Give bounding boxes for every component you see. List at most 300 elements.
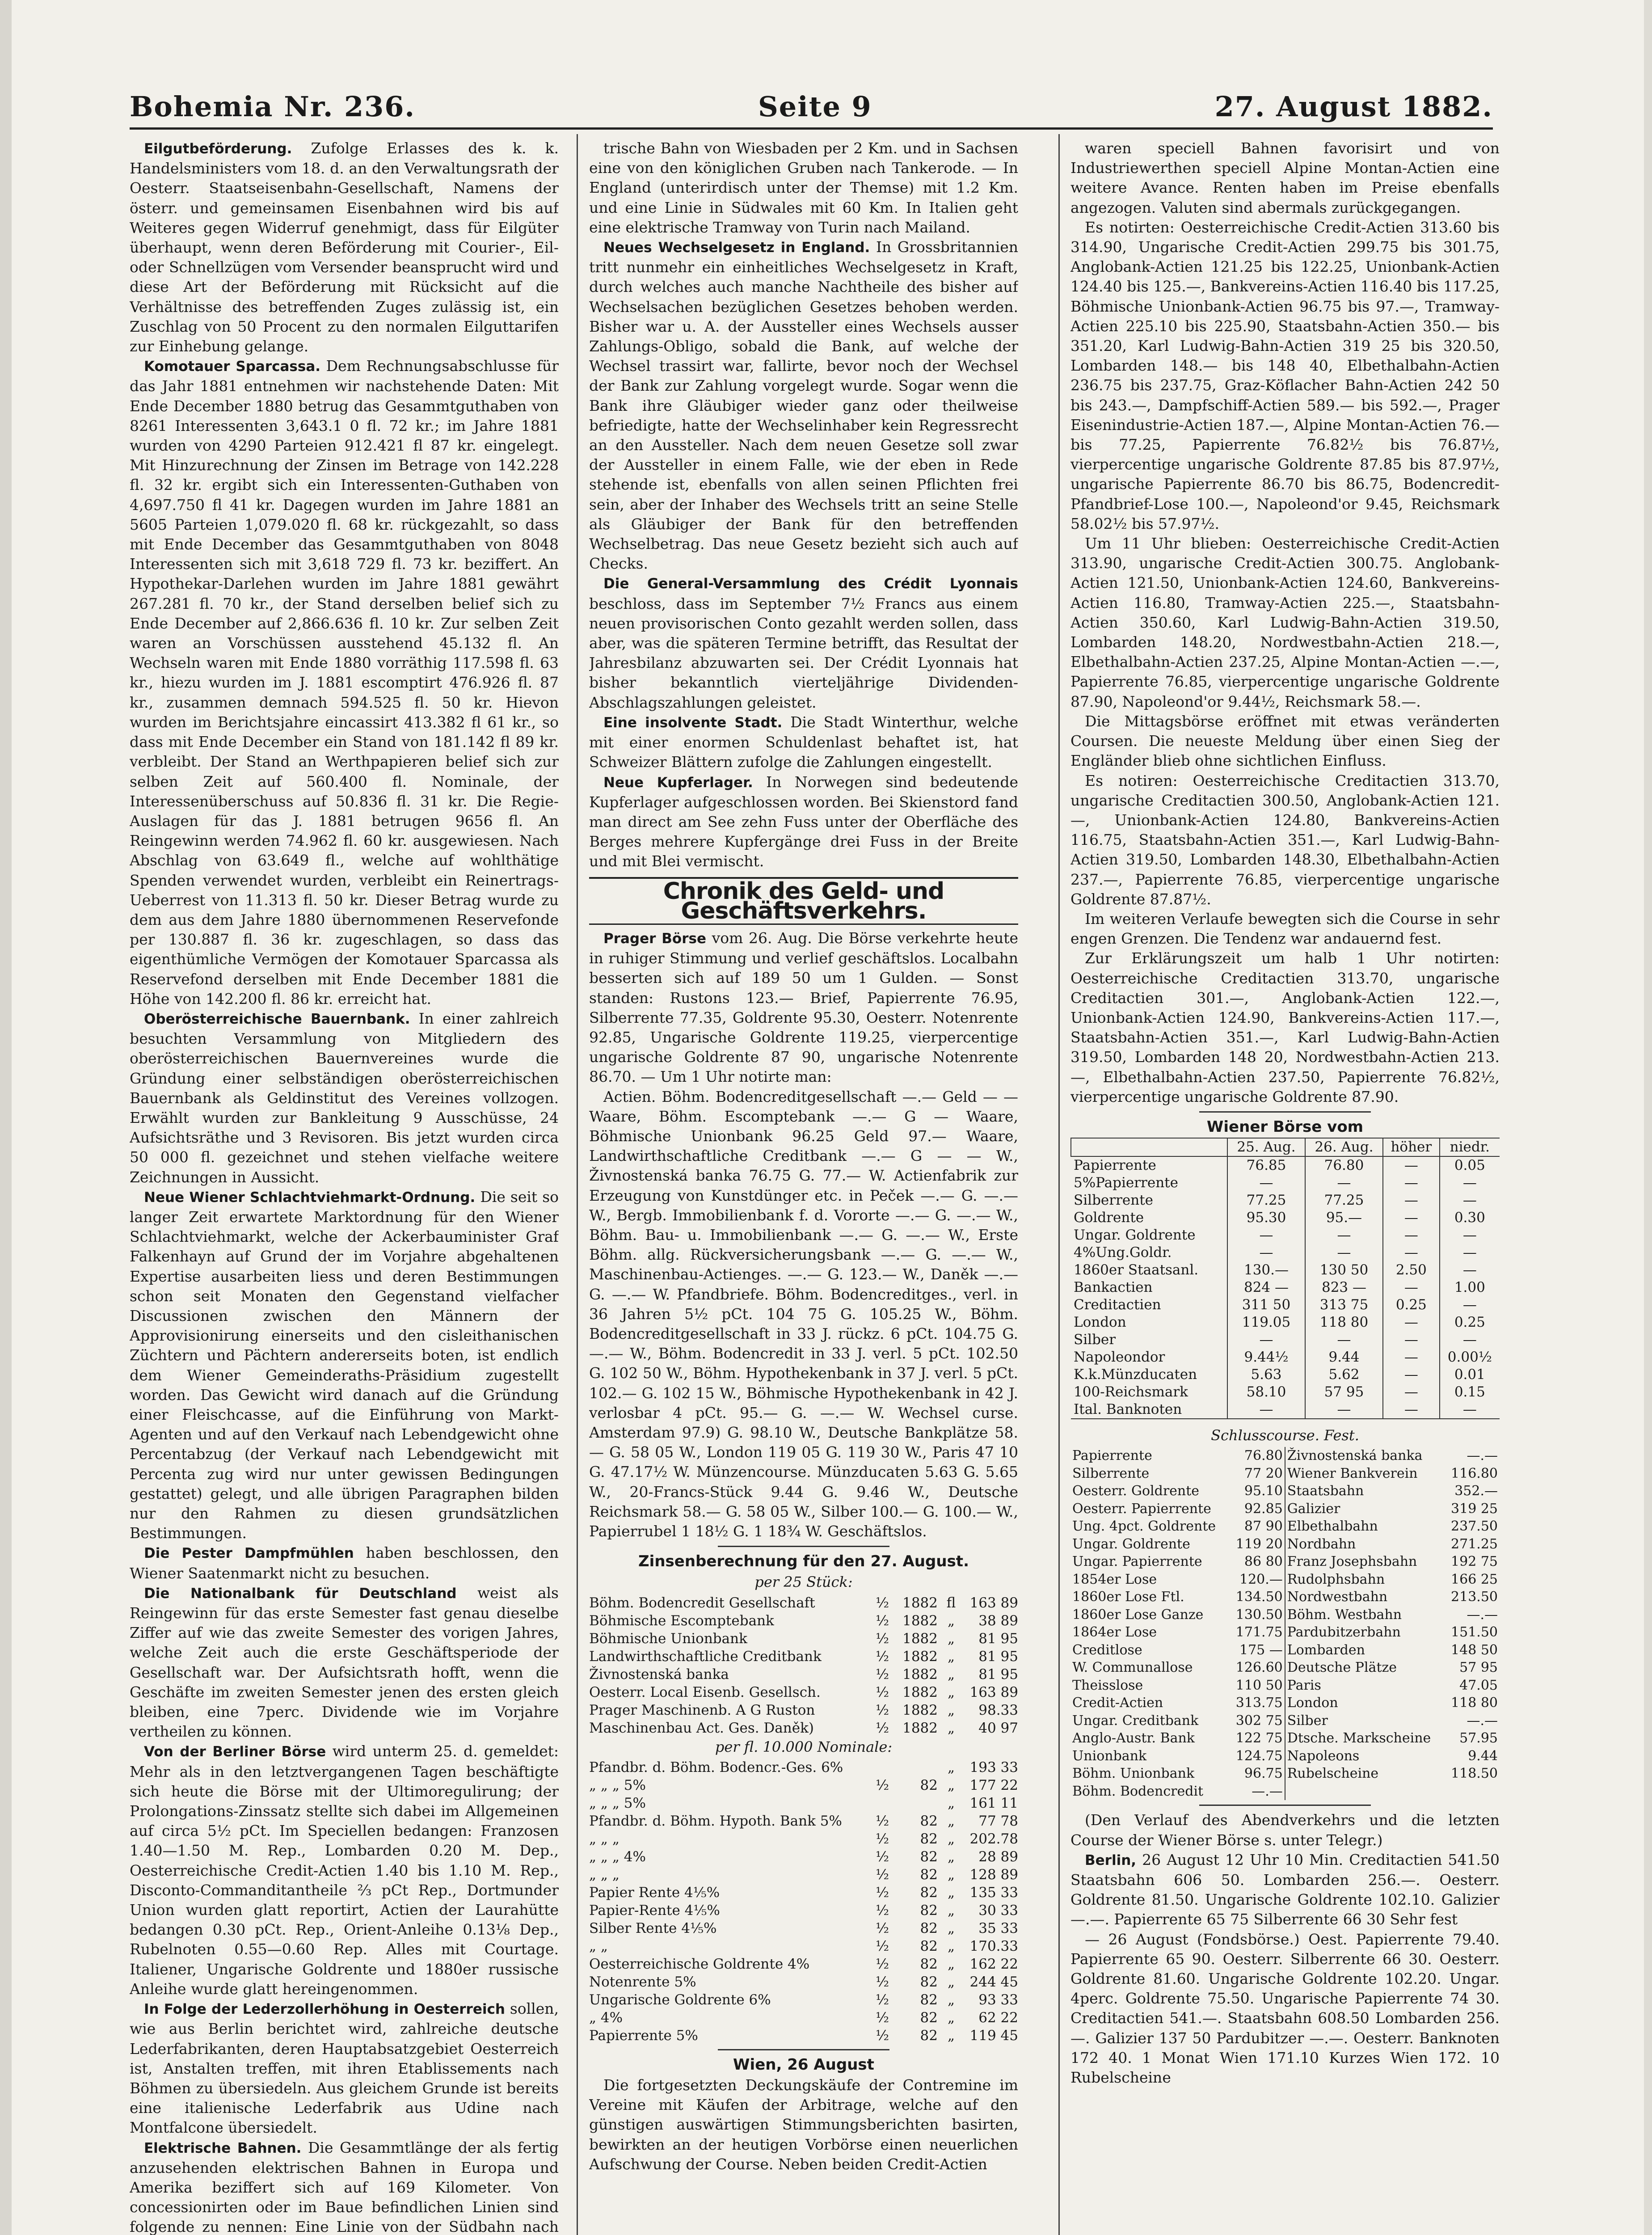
boerse-cell: 77.25 bbox=[1227, 1192, 1305, 1209]
schluss-cell: 122 75 bbox=[1230, 1729, 1285, 1747]
boerse-cell: 119.05 bbox=[1227, 1314, 1305, 1331]
zinsen-cell-name: „ „ „ 5% bbox=[589, 1777, 646, 1793]
boerse-cell: 823 — bbox=[1305, 1279, 1383, 1296]
boerse-row bbox=[1071, 1296, 1500, 1314]
article-text: In Norwegen sind bedeutende Kupferlager aufgeschlossen worden. Bei Skienstord fand man direct am See zehn Fuss unter der Oberfläche des Berges mehrere Kupfergänge drei Fuss in der Breite und mit Blei vermischt. bbox=[589, 773, 1018, 870]
schluss-cell: Böhm. Westbahn bbox=[1287, 1607, 1402, 1623]
zinsen-cell-cur: „ bbox=[947, 2027, 955, 2044]
article-paragraph bbox=[589, 928, 1018, 1087]
article-paragraph bbox=[130, 2138, 559, 2235]
article-text: Actien. Böhm. Bodencreditgesellschaft —.— Geld — — Waare, Böhm. Escomptebank —.— G — Waare, Böhmische Unionbank 96.25 Geld 97.— Waare, Landwirthschaftliche Creditbank —.— G — — W., Živnostenská banka 76.75 G. 77.— W. Actienfabrik zur Erzeugung von Kunstdünger etc. in Peček —.— G. —.— W., Bergb. Immobilienbank f. d. Vororte —.— G. —.— W., Böhm. Bau- u. Immobilienbank —.— G. —.— W., Erste Böhm. allg. Rückversicherungsbank —.— G. —.— W., Maschinenbau-Actienges. —.— G. 123.— W., Daněk —.— G. —.— W. Pfandbriefe. Böhm. Bodencreditges., verl. in 36 Jahren 5½ pCt. 104 75 G. 105.25 W., Böhm. Bodencreditgesellschaft in 33 J. rückz. 6 pCt. 104.75 G. —.— W., Böhm. Bodencredit in 33 J. verl. 5 pCt. 102.50 G. 102 50 W., Böhm. Hypothekenbank in 37 J. verl. 5 pCt. 102.— G. 102 15 W., Böhmische Hypothekenbank in 42 J. verlosbar 4 pCt. 95.— G. —.— W. Wechsel curse. Amsterdam 97.9) G. 98.10 W., Deutsche Bankplätze 58.— G. 58 05 W., London 119 05 G. 119 30 W., Paris 47 10 G. 47.17½ W. Münzencourse. Münzducaten 5.63 G. 5.65 W., 20-Francs-Stück 9.44 G. 9.46 W., Deutsche Reichsmark 58.— G. 58 05 W., Silber 100.— G. 100.— W., Papierrubel 1 18½ G. 1 18¾ W. Geschäftslos. bbox=[589, 1088, 1018, 1540]
boerse-cell: — bbox=[1383, 1192, 1440, 1209]
schluss-cell: Ung. 4pct. Goldrente bbox=[1072, 1518, 1216, 1535]
schluss-row bbox=[1070, 1765, 1500, 1783]
schluss-cell: Credit-Actien bbox=[1072, 1695, 1163, 1711]
article-heading: Neues Wechselgesetz in England. bbox=[603, 240, 870, 256]
zinsen-row bbox=[589, 1902, 1018, 1919]
zinsen-cell-cur: „ bbox=[947, 1938, 955, 1954]
article-paragraph bbox=[1070, 1930, 1500, 2088]
section-rule bbox=[718, 1546, 889, 1547]
zinsen-cell-name: „ 4% bbox=[589, 2009, 623, 2026]
zinsen-cell-cur: „ bbox=[947, 1974, 955, 1990]
zinsen-row bbox=[589, 2027, 1018, 2045]
zinsen-cell-val: 128 89 bbox=[969, 1866, 1018, 1883]
schluss-cell: 57.95 bbox=[1459, 1730, 1498, 1746]
zinsen-cell-year: 1882 bbox=[902, 1630, 938, 1647]
zinsen-cell-cur: „ bbox=[947, 1720, 955, 1736]
schluss-row bbox=[1070, 1571, 1500, 1589]
zinsen-cell-val: 81 95 bbox=[978, 1648, 1018, 1665]
zinsen-cell-val: 81 95 bbox=[978, 1666, 1018, 1683]
schluss-cell: 47.05 bbox=[1459, 1677, 1498, 1693]
boerse-cell: — bbox=[1305, 1331, 1383, 1349]
article-text: Es notirten: Oesterreichische Credit-Actien 313.60 bis 314.90, Ungarische Credit-Actien 299.75 bis 301.75, Anglobank-Actien 121.25 bis 122.25, Unionbank-Actien 124.40 bis 125.—, Bankvereins-Actien 116.40 bis 117.25, Böhmische Unionbank-Actien 96.75 bis 97.—, Tramway-Actien 225.10 bis 225.90, Staatsbahn-Actien 350.— bis 351.20, Karl Ludwig-Bahn-Actien 319 25 bis 320.50, Lombarden 148.— bis 148 40, Elbethalbahn-Actien 236.75 bis 237.75, Graz-Köflacher Bahn-Actien 242 50 bis 243.—, Dampfschiff-Actien 589.— bis 592.—, Prager Eisenindustrie-Actien 187.—, Alpine Montan-Actien 76.— bis 77.25, Papierrente 76.82½ bis 76.87½, vierpercentige ungarische Goldrente 87.85 bis 87.97½, ungarische Papierrente 86.70 bis 86.75, Bodencredit-Pfandbrief-Lose 100.—, Napoleond'or 9.45, Reichsmark 58.02½ bis 57.97½. bbox=[1070, 218, 1500, 532]
schluss-title: Schlusscourse. Fest. bbox=[1211, 1427, 1359, 1444]
boerse-header-row bbox=[1071, 1138, 1500, 1156]
zinsen-cell-frac: ½ bbox=[875, 1974, 889, 1990]
boerse-cell: 0.25 bbox=[1383, 1296, 1440, 1314]
article-paragraph bbox=[130, 1999, 559, 2138]
zinsen-row bbox=[589, 1955, 1018, 1973]
zinsen-cell-year: 82 bbox=[920, 1866, 938, 1883]
boerse-cell: 311 50 bbox=[1227, 1296, 1305, 1314]
zinsen-row bbox=[589, 1937, 1018, 1955]
boerse-cell: — bbox=[1383, 1174, 1440, 1192]
article-heading: In Folge der Lederzollerhöhung in Oesterreich bbox=[144, 2001, 505, 2018]
schluss-row bbox=[1070, 1518, 1500, 1535]
header-rule bbox=[130, 127, 1493, 130]
schluss-cell: 110 50 bbox=[1230, 1677, 1285, 1695]
boerse-cell: Ital. Banknoten bbox=[1071, 1401, 1227, 1419]
boerse-row bbox=[1071, 1209, 1500, 1227]
zinsen-cell-year: 1882 bbox=[902, 1720, 938, 1736]
boerse-cell: Silberrente bbox=[1074, 1192, 1154, 1209]
article-heading: Komotauer Sparcassa. bbox=[144, 358, 321, 375]
zinsen-cell-name: Papierrente 5% bbox=[589, 2027, 698, 2044]
schluss-cell: Dtsche. Markscheine bbox=[1287, 1730, 1431, 1746]
boerse-cell: — bbox=[1440, 1401, 1500, 1419]
zinsen-cell-frac: ½ bbox=[875, 1777, 889, 1793]
zinsen-cell-cur: „ bbox=[947, 1648, 955, 1665]
schluss-cell: Ungar. Creditbank bbox=[1072, 1712, 1199, 1729]
boerse-cell: — bbox=[1440, 1244, 1500, 1261]
article-heading: Prager Börse bbox=[603, 930, 706, 947]
zinsen-cell-cur: „ bbox=[947, 1991, 955, 2008]
zinsen-cell-cur: „ bbox=[947, 1884, 955, 1901]
article-text: beschloss, dass im September 7½ Francs aus einem neuen provisorischen Conto gezahlt werden sollen, dass aber, was die späteren Termine betrifft, das Resultat der Jahresbilanz abzuwarten sei. Der Crédit Lyonnais hat bisher bekanntlich vierteljährige Dividenden-Abschlagszahlungen geleistet. bbox=[589, 595, 1018, 711]
boerse-row bbox=[1071, 1383, 1500, 1401]
schluss-cell: Deutsche Plätze bbox=[1287, 1660, 1397, 1676]
header-publication: Bohemia Nr. 236. bbox=[130, 90, 416, 123]
zinsen-cell-cur: „ bbox=[947, 1612, 955, 1629]
article-text: 26 August 12 Uhr 10 Min. Creditactien 541.50 Staatsbahn 606 50. Lombarden 256.—. Oesterr. Goldrente 81.50. Ungarische Goldrente 102.10. Galizier —.—. Papierrente 65 75 Silberrente 66 30 Sehr fest bbox=[1070, 1851, 1500, 1928]
zinsen-cell-frac: ½ bbox=[875, 1666, 889, 1683]
boerse-cell: 77.25 bbox=[1305, 1192, 1383, 1209]
article-heading: Eine insolvente Stadt. bbox=[603, 714, 783, 731]
zinsen-note-1: per 25 Stück: bbox=[754, 1573, 853, 1591]
schluss-cell: Unionbank bbox=[1072, 1748, 1147, 1764]
article-text: trische Bahn von Wiesbaden per 2 Km. und in Sachsen eine von den königlichen Gruben nach Tankerode. — In England (unterirdisch unter der Themse) mit 1.2 Km. und eine Linie in Südwales mit 60 Km. In Italien geht eine elektrische Tramway von Turin nach Mailand. bbox=[589, 139, 1018, 236]
article-text: (Den Verlauf des Abendverkehrs und die letzten Course der Wiener Börse s. unter Telegr.) bbox=[1070, 1811, 1500, 1849]
article-paragraph bbox=[589, 772, 1018, 872]
boerse-cell: 1860er Staatsanl. bbox=[1074, 1262, 1199, 1278]
schluss-row bbox=[1070, 1482, 1500, 1500]
article-heading: Elektrische Bahnen. bbox=[144, 2140, 302, 2156]
zinsen-cell-frac: ½ bbox=[875, 1702, 889, 1718]
article-text: Die Mittagsbörse eröffnet mit etwas veränderten Coursen. Die neueste Meldung über einen Sieg der Engländer blieb ohne sichtlichen Einfluss. bbox=[1070, 712, 1500, 770]
chronik-articles bbox=[589, 928, 1018, 1541]
zinsen-row bbox=[589, 1830, 1018, 1848]
zinsen-cell-val: 81 95 bbox=[978, 1630, 1018, 1647]
boerse-cell: 95.— bbox=[1305, 1209, 1383, 1227]
zinsen-cell-frac: ½ bbox=[875, 1684, 889, 1700]
zinsen-table-1 bbox=[589, 1594, 1018, 1737]
zinsen-cell-name: Notenrente 5% bbox=[589, 1974, 696, 1990]
schluss-cell: Theisslose bbox=[1072, 1677, 1143, 1693]
zinsen-cell-val: 93 33 bbox=[978, 1991, 1018, 2008]
boerse-cell: 57 95 bbox=[1305, 1383, 1383, 1401]
boerse-cell: — bbox=[1383, 1244, 1440, 1261]
zinsen-cell-name: Papier-Rente 4⅕% bbox=[589, 1902, 720, 1919]
zinsen-cell-cur: „ bbox=[947, 1795, 955, 1811]
zinsen-cell-val: 62 22 bbox=[978, 2009, 1018, 2026]
boerse-cell: 0.30 bbox=[1440, 1209, 1500, 1227]
schluss-cell: Živnostenská banka bbox=[1287, 1448, 1423, 1464]
boerse-cell: — bbox=[1440, 1296, 1500, 1314]
column-1 bbox=[130, 139, 559, 2235]
zinsen-cell-cur: „ bbox=[947, 1702, 955, 1718]
boerse-row bbox=[1071, 1227, 1500, 1244]
boerse-header-cell: höher bbox=[1383, 1138, 1440, 1156]
zinsen-cell-frac: ½ bbox=[875, 1866, 889, 1883]
boerse-cell: 1.00 bbox=[1440, 1279, 1500, 1296]
boerse-row bbox=[1071, 1366, 1500, 1383]
zinsen-cell-year: 82 bbox=[920, 2027, 938, 2044]
schluss-row bbox=[1070, 1447, 1500, 1465]
schluss-cell: Böhm. Unionbank bbox=[1072, 1766, 1195, 1782]
zinsen-cell-year: 82 bbox=[920, 1848, 938, 1865]
schluss-cell: 92.85 bbox=[1230, 1500, 1285, 1518]
zinsen-cell-name: Böhmische Escomptebank bbox=[589, 1612, 774, 1629]
header-page-number: Seite 9 bbox=[758, 90, 872, 123]
zinsen-cell-name: Böhm. Bodencredit Gesellschaft bbox=[589, 1594, 815, 1611]
zinsen-cell-val: 162 22 bbox=[969, 1956, 1018, 1972]
schluss-cell: Lombarden bbox=[1287, 1642, 1365, 1658]
zinsen-cell-cur: „ bbox=[947, 1666, 955, 1683]
boerse-row bbox=[1071, 1174, 1500, 1192]
boerse-row bbox=[1071, 1192, 1500, 1209]
schluss-cell: —.— bbox=[1467, 1712, 1498, 1729]
schluss-cell: 1864er Lose bbox=[1072, 1624, 1157, 1640]
article-paragraph bbox=[130, 139, 559, 356]
schluss-cell: Franz Josephsbahn bbox=[1287, 1554, 1417, 1570]
schluss-cell: —.— bbox=[1467, 1448, 1498, 1464]
schluss-row bbox=[1070, 1712, 1500, 1730]
zinsen-cell-cur: fl bbox=[946, 1594, 956, 1611]
schluss-row bbox=[1070, 1465, 1500, 1483]
article-text: vom 26. Aug. Die Börse verkehrte heute in ruhiger Stimmung und verlief geschäftslos. Localbahn besserten sich auf 189 50 um 1 Gulden. — Sonst standen: Rustons 123.— Brief, Papierrente 76.95, Silberrente 77.35, Goldrente 95.30, Oesterr. Notenrente 92.85, Ungarische Goldrente 119.25, vierpercentige ungarische Goldrente 87 90, ungarische Notenrente 86.70. — Um 1 Uhr notirte man: bbox=[589, 929, 1018, 1086]
wien-title: Wien, 26 August bbox=[733, 2055, 874, 2074]
schluss-cell: Anglo-Austr. Bank bbox=[1072, 1730, 1195, 1746]
zinsen-cell-val: 193 33 bbox=[969, 1759, 1018, 1775]
zinsen-cell-frac: ½ bbox=[875, 1991, 889, 2008]
schluss-cell: 124.75 bbox=[1230, 1747, 1285, 1765]
zinsen-cell-year: 82 bbox=[920, 1830, 938, 1847]
zinsen-cell-val: 163 89 bbox=[969, 1594, 1018, 1611]
boerse-cell: — bbox=[1383, 1227, 1440, 1244]
section-rule bbox=[718, 2049, 889, 2050]
boerse-cell: — bbox=[1440, 1261, 1500, 1279]
schluss-row bbox=[1070, 1729, 1500, 1747]
zinsen-cell-frac: ½ bbox=[875, 1720, 889, 1736]
column-3-articles bbox=[1070, 139, 1500, 1107]
schluss-cell: Paris bbox=[1287, 1677, 1321, 1693]
boerse-cell: — bbox=[1383, 1279, 1440, 1296]
zinsen-cell-cur: „ bbox=[947, 1920, 955, 1936]
schluss-row bbox=[1070, 1694, 1500, 1712]
boerse-title: Wiener Börse vom bbox=[1206, 1118, 1364, 1136]
zinsen-cell-year: 82 bbox=[920, 1938, 938, 1954]
article-heading: Berlin, bbox=[1085, 1852, 1137, 1868]
schluss-cell: 313.75 bbox=[1230, 1694, 1285, 1712]
article-heading: Die Pester Dampfmühlen bbox=[144, 1545, 354, 1562]
column-2 bbox=[589, 139, 1018, 2235]
article-text: sollen, wie aus Berlin berichtet wird, zahlreiche deutsche Lederfabrikanten, deren Hauptabsatzgebiet Oesterreich ist, Anstalten treffen, mit ihren Etablissements nach Böhmen zu übersiedeln. Aus gleichem Grunde ist bereits eine italienische Lederfabrik aus Udine nach Montfalcone übersiedelt. bbox=[130, 2000, 559, 2137]
zinsen-row bbox=[589, 1719, 1018, 1737]
boerse-cell: 100-Reichsmark bbox=[1074, 1384, 1188, 1400]
zinsen-cell-frac: ½ bbox=[875, 1902, 889, 1919]
section-rule bbox=[1199, 1111, 1371, 1113]
column-3 bbox=[1070, 139, 1500, 2235]
boerse-cell: London bbox=[1074, 1314, 1126, 1331]
schluss-cell: 237.50 bbox=[1451, 1518, 1498, 1535]
schluss-cell: 57 95 bbox=[1459, 1660, 1498, 1676]
boerse-cell: Napoleondor bbox=[1074, 1349, 1165, 1366]
schluss-cell: 120.— bbox=[1230, 1571, 1285, 1589]
column-3-telegrams bbox=[1070, 1810, 1500, 2087]
zinsen-cell-year: 82 bbox=[920, 1884, 938, 1901]
schluss-cell: 134.50 bbox=[1230, 1588, 1285, 1606]
boerse-header-cell: niedr. bbox=[1440, 1138, 1500, 1156]
zinsen-row bbox=[589, 1594, 1018, 1612]
boerse-row bbox=[1071, 1261, 1500, 1279]
schluss-cell: 271.25 bbox=[1451, 1536, 1498, 1552]
boerse-cell: 0.25 bbox=[1440, 1314, 1500, 1331]
article-text: In einer zahlreich besuchten Versammlung von Mitgliedern des oberösterreichischen Bauernvereines wurde die Gründung einer selbständigen oberösterreichischen Bauernbank als Geldinstitut des Vereines vollzogen. Erwählt wurden zur Bankleitung 9 Ausschüsse, 24 Aufsichtsräthe und 3 Revisoren. Bis jetzt wurden circa 50 000 fl. gezeichnet und stehen vielfache weitere Zeichnungen in Aussicht. bbox=[130, 1009, 559, 1186]
article-paragraph bbox=[1070, 1850, 1500, 1930]
zinsen-row bbox=[589, 1919, 1018, 1937]
schluss-cell: 116.80 bbox=[1451, 1465, 1498, 1481]
schluss-row bbox=[1070, 1747, 1500, 1765]
article-text: Die Stadt Winterthur, welche mit einer enormen Schuldenlast behaftet ist, hat Schweizer Blättern zufolge die Zahlungen eingestellt. bbox=[589, 713, 1018, 771]
schluss-cell: Nordbahn bbox=[1287, 1536, 1356, 1552]
boerse-cell: — bbox=[1440, 1227, 1500, 1244]
schluss-cell: 95.10 bbox=[1230, 1482, 1285, 1500]
boerse-cell: Papierrente bbox=[1074, 1157, 1156, 1174]
schluss-cell: Staatsbahn bbox=[1287, 1483, 1364, 1499]
article-paragraph bbox=[130, 1009, 559, 1187]
schluss-row bbox=[1070, 1500, 1500, 1518]
zinsen-table-2 bbox=[589, 1758, 1018, 2045]
zinsen-cell-cur: „ bbox=[947, 1684, 955, 1700]
zinsen-row bbox=[589, 1812, 1018, 1830]
zinsen-cell-val: 177 22 bbox=[969, 1777, 1018, 1793]
article-text: haben beschlossen, den Wiener Saatenmarkt nicht zu besuchen. bbox=[130, 1544, 559, 1582]
article-paragraph bbox=[1070, 949, 1500, 1107]
zinsen-cell-frac: ½ bbox=[875, 1848, 889, 1865]
article-paragraph bbox=[130, 1742, 559, 1999]
zinsen-cell-cur: „ bbox=[947, 1830, 955, 1847]
schluss-cell: 213.50 bbox=[1451, 1589, 1498, 1605]
article-paragraph bbox=[589, 1087, 1018, 1542]
zinsen-cell-name: Papier Rente 4⅕% bbox=[589, 1884, 720, 1901]
boerse-cell: — bbox=[1383, 1331, 1440, 1349]
boerse-cell: 0.15 bbox=[1440, 1383, 1500, 1401]
boerse-cell: — bbox=[1383, 1366, 1440, 1383]
schluss-cell: 87 90 bbox=[1230, 1518, 1285, 1535]
zinsen-cell-year: 1882 bbox=[902, 1612, 938, 1629]
zinsen-cell-year: 1882 bbox=[902, 1666, 938, 1683]
article-paragraph bbox=[130, 1543, 559, 1583]
schluss-cell: 1854er Lose bbox=[1072, 1571, 1157, 1587]
schluss-cell: Oesterr. Papierrente bbox=[1072, 1501, 1211, 1517]
zinsen-cell-year: 82 bbox=[920, 2009, 938, 2026]
zinsen-cell-val: 244 45 bbox=[969, 1974, 1018, 1990]
article-text: Zufolge Erlasses des k. k. Handelsministers vom 18. d. an den Verwaltungsrath der Oesterr. Staatseisenbahn-Gesellschaft, Namens der österr. und gemeinsamen Eisenbahnen wird bis auf Weiteres gegen Widerruf genehmigt, dass für Eilgüter überhaupt, wenn deren Beförderung mit Courier-, Eil- oder Schnellzügen vom Versender beansprucht wird und diese Art der Beförderung mit Rücksicht auf die Verhältnisse des betreffenden Zuges zulässig ist, ein Zuschlag von 50 Procent zu den normalen Eilguttarifen zur Einhebung gelange. bbox=[130, 139, 559, 355]
article-text: Dem Rechnungsabschlusse für das Jahr 1881 entnehmen wir nachstehende Daten: Mit Ende December 1880 betrug das Gesammtguthaben von 8261 Interessenten 3,643.1 0 fl. 72 kr.; im Jahre 1881 wurden von 4290 Parteien 912.421 fl 87 kr. eingelegt. Mit Hinzurechnung der Zinsen im Betrage von 142.228 fl. 32 kr. ergibt sich ein Interessenten-Guthaben von 4,697.750 fl 41 kr. Dagegen wurden im Jahre 1881 an 5605 Parteien 1,079.020 fl. 68 kr. rückgezahlt, so dass mit Ende December das Gesammtguthaben von 8048 Interessenten sich mit 3,618 729 fl. 73 kr. beziffert. An Hypothekar-Darlehen wurden im Jahre 1881 gewährt 267.281 fl. 70 kr., der Stand derselben belief sich zu Ende December auf 2,866.636 fl. 10 kr. Zur selben Zeit waren an Vorschüssen ausstehend 45.132 fl. An Wechseln waren mit Ende 1880 vorräthig 117.598 fl. 63 kr., hiezu wurden im J. 1881 escomptirt 476.926 fl. 87 kr., zusammen demnach 594.525 fl. 50 kr. Hievon wurden im Berichtsjahre eincassirt 413.382 fl 61 kr., so dass mit Ende December ein Stand von 181.142 fl 89 kr. verbleibt. Der Stand an Werthpapieren belief sich zur selben Zeit auf 560.400 fl. Nominale, der Interessenüberschuss auf 50.836 fl. 31 kr. Die Regie-Auslagen für das J. 1881 betrugen 9656 fl. An Reingewinn werden 74.962 fl. 60 kr. ausgewiesen. Nach Abschlag von 63.649 fl., welche auf wohlthätige Spenden verwendet wurden, verbleibt ein Reinertrags-Ueberrest von 11.313 fl. 50 kr. Dieser Betrag wurde zu dem aus dem Jahre 1880 übernommenen Reservefonde per 130.887 fl. 36 kr. zugeschlagen, so dass das eigenthümliche Vermögen der Komotauer Sparcassa als Reservefond derselben mit Ende December 1881 die Höhe von 142.200 fl. 86 kr. erreicht hat. bbox=[130, 357, 559, 1008]
boerse-row bbox=[1071, 1244, 1500, 1261]
zinsen-cell-frac bbox=[872, 1758, 893, 1776]
zinsen-cell-cur: „ bbox=[947, 1956, 955, 1972]
schluss-cell: 118 80 bbox=[1451, 1695, 1498, 1711]
zinsen-row bbox=[589, 1666, 1018, 1683]
boerse-cell: 0.00½ bbox=[1440, 1349, 1500, 1366]
boerse-cell: Goldrente bbox=[1074, 1210, 1144, 1226]
boerse-cell: 76.80 bbox=[1305, 1156, 1383, 1174]
boerse-cell: 5%Papierrente bbox=[1074, 1175, 1178, 1191]
article-heading: Neue Kupferlager. bbox=[603, 774, 753, 791]
zinsen-cell-name: Böhmische Unionbank bbox=[589, 1630, 747, 1647]
schluss-cell: Pardubitzerbahn bbox=[1287, 1624, 1401, 1640]
section-rule bbox=[1199, 1805, 1371, 1806]
column-2-articles bbox=[589, 139, 1018, 872]
boerse-cell: — bbox=[1440, 1174, 1500, 1192]
schluss-row bbox=[1070, 1641, 1500, 1659]
boerse-cell: — bbox=[1383, 1209, 1440, 1227]
boerse-cell: Creditactien bbox=[1074, 1297, 1161, 1313]
zinsen-note-2: per fl. 10.000 Nominale: bbox=[715, 1738, 893, 1755]
zinsen-cell-cur: „ bbox=[947, 1902, 955, 1919]
zinsen-cell-name: Landwirthschaftliche Creditbank bbox=[589, 1648, 822, 1665]
schluss-cell bbox=[1285, 1783, 1445, 1801]
boerse-row bbox=[1071, 1349, 1500, 1366]
zinsen-row bbox=[589, 1701, 1018, 1719]
zinsen-cell-frac: ½ bbox=[875, 2027, 889, 2044]
zinsen-cell-cur: „ bbox=[947, 1813, 955, 1829]
zinsen-cell-name: „ „ „ bbox=[589, 1830, 620, 1847]
zinsen-cell-frac: ½ bbox=[875, 1884, 889, 1901]
schluss-cell: 1860er Lose Ganze bbox=[1072, 1607, 1204, 1623]
boerse-cell: Ungar. Goldrente bbox=[1074, 1227, 1196, 1244]
zinsen-cell-year: 82 bbox=[920, 1974, 938, 1990]
schluss-cell: W. Communallose bbox=[1072, 1660, 1193, 1676]
wien-text: Die fortgesetzten Deckungskäufe der Contremine im Vereine mit Käufen der Arbitrage, welche auf den günstigen auswärtigen Stimmungsberichten basirten, bewirkten an der heutigen Vorbörse einen neuerlichen Aufschwung der Course. Neben beiden Credit-Actien bbox=[589, 2076, 1018, 2173]
boerse-cell: 76.85 bbox=[1227, 1156, 1305, 1174]
schluss-cell: London bbox=[1287, 1695, 1338, 1711]
boerse-header-cell: 26. Aug. bbox=[1305, 1138, 1383, 1156]
schluss-cell: 9.44 bbox=[1468, 1748, 1498, 1764]
boerse-header-cell bbox=[1071, 1138, 1227, 1156]
article-paragraph bbox=[589, 713, 1018, 772]
article-paragraph bbox=[1070, 139, 1500, 218]
boerse-cell: — bbox=[1305, 1174, 1383, 1192]
zinsen-cell-name: Oesterr. Local Eisenb. Gesellsch. bbox=[589, 1684, 821, 1700]
zinsen-cell-year: 1882 bbox=[902, 1684, 938, 1700]
article-paragraph bbox=[1070, 909, 1500, 949]
schlusscourse-table bbox=[1070, 1447, 1500, 1800]
schluss-cell bbox=[1445, 1783, 1500, 1801]
zinsen-row bbox=[589, 1973, 1018, 1991]
zinsen-cell-val: 77 78 bbox=[978, 1813, 1018, 1829]
schluss-row bbox=[1070, 1588, 1500, 1606]
column-divider-1 bbox=[577, 134, 578, 2235]
zinsen-cell-val: 30 33 bbox=[978, 1902, 1018, 1919]
boerse-cell: — bbox=[1440, 1192, 1500, 1209]
article-text: Die Gesammtlänge der als fertig anzusehenden elektrischen Bahnen in Europa und Amerika beziffert sich auf 169 Kilometer. Von concessionirten oder im Baue befindlichen Linien sind folgende zu nennen: Eine Linie von der Südbahn nach bbox=[130, 2138, 559, 2235]
schluss-cell: 319 25 bbox=[1451, 1501, 1498, 1517]
boerse-cell: — bbox=[1440, 1331, 1500, 1349]
boerse-cell: — bbox=[1383, 1314, 1440, 1331]
article-text: — 26 August (Fondsbörse.) Oest. Papierrente 79.40. Papierrente 65 90. Oesterr. Silberrente 66 30. Oesterr. Goldrente 81.60. Ungarische Goldrente 102.20. Ungar. 4perc. Goldrente 75.50. Ungarische Papierrente 74 30. Creditactien 541.—. Staatsbahn 608.50 Lombarden 256.—. Galizier 137 50 Pardubitzer —.—. Oesterr. Banknoten 172 40. 1 Monat Wien 171.10 Kurzes Wien 172. 10 Rubelscheine bbox=[1070, 1930, 1500, 2086]
zinsen-row bbox=[589, 1648, 1018, 1666]
article-heading: Die Nationalbank für Deutschland bbox=[144, 1585, 457, 1602]
boerse-cell: — bbox=[1305, 1227, 1383, 1244]
schluss-row bbox=[1070, 1659, 1500, 1677]
article-heading: Eilgutbeförderung. bbox=[144, 141, 292, 157]
chronik-title: Chronik des Geld- und Geschäftsverkehrs. bbox=[589, 877, 1018, 925]
article-heading: Oberösterreichische Bauernbank. bbox=[144, 1011, 410, 1027]
zinsen-cell-val: 28 89 bbox=[978, 1848, 1018, 1865]
zinsen-cell-val: 202.78 bbox=[969, 1830, 1018, 1847]
article-text: waren speciell Bahnen favorisirt und von Industriewerthen speciell Alpine Montan-Actien eine weitere Avance. Renten haben im Preise ebenfalls angezogen. Valuten sind abermals zurückgegangen. bbox=[1070, 139, 1500, 216]
zinsen-cell-frac: ½ bbox=[875, 1830, 889, 1847]
schluss-cell: 166 25 bbox=[1451, 1571, 1498, 1587]
article-paragraph bbox=[130, 1583, 559, 1742]
article-heading: Die General-Versammlung des Crédit Lyonnais bbox=[603, 576, 1018, 592]
column-divider-2 bbox=[1058, 134, 1060, 2235]
schluss-cell: Silberrente bbox=[1072, 1465, 1150, 1481]
schluss-cell: 76.80 bbox=[1230, 1447, 1285, 1465]
schluss-cell: Galizier bbox=[1287, 1501, 1340, 1517]
zinsen-row bbox=[589, 1848, 1018, 1866]
page-header bbox=[130, 83, 1493, 123]
zinsen-cell-year: 1882 bbox=[902, 1594, 938, 1611]
boerse-cell: — bbox=[1383, 1401, 1440, 1419]
schluss-cell: 352.— bbox=[1454, 1483, 1498, 1499]
zinsen-cell-year bbox=[893, 1794, 938, 1812]
schluss-cell: Napoleons bbox=[1287, 1748, 1360, 1764]
schluss-cell: Papierrente bbox=[1072, 1448, 1152, 1464]
page-edge-left bbox=[0, 0, 12, 2235]
zinsen-row bbox=[589, 1866, 1018, 1884]
wiener-boerse-table bbox=[1070, 1138, 1500, 1419]
schluss-row bbox=[1070, 1783, 1500, 1801]
zinsen-cell-name: Pfandbr. d. Böhm. Hypoth. Bank 5% bbox=[589, 1813, 842, 1829]
boerse-cell: 130 50 bbox=[1305, 1261, 1383, 1279]
article-text: Um 11 Uhr blieben: Oesterreichische Credit-Actien 313.90, ungarische Credit-Actien 300.75. Anglobank-Actien 121.50, Unionbank-Actien 124.60, Bankvereins-Actien 116.80, Tramway-Actien 225.—, Staatsbahn-Actien 350.60, Karl Ludwig-Bahn-Actien 319.50, Lombarden 148.20, Nordwestbahn-Actien 218.—, Elbethalbahn-Actien 237.25, Alpine Montan-Actien —.—, Papierrente 76.85, vierpercentige ungarische Goldrente 87.90, Napoleond'or 9.44½, Reichsmark 58.—. bbox=[1070, 535, 1500, 710]
schluss-row bbox=[1070, 1553, 1500, 1571]
article-heading: Von der Berliner Börse bbox=[144, 1744, 326, 1760]
